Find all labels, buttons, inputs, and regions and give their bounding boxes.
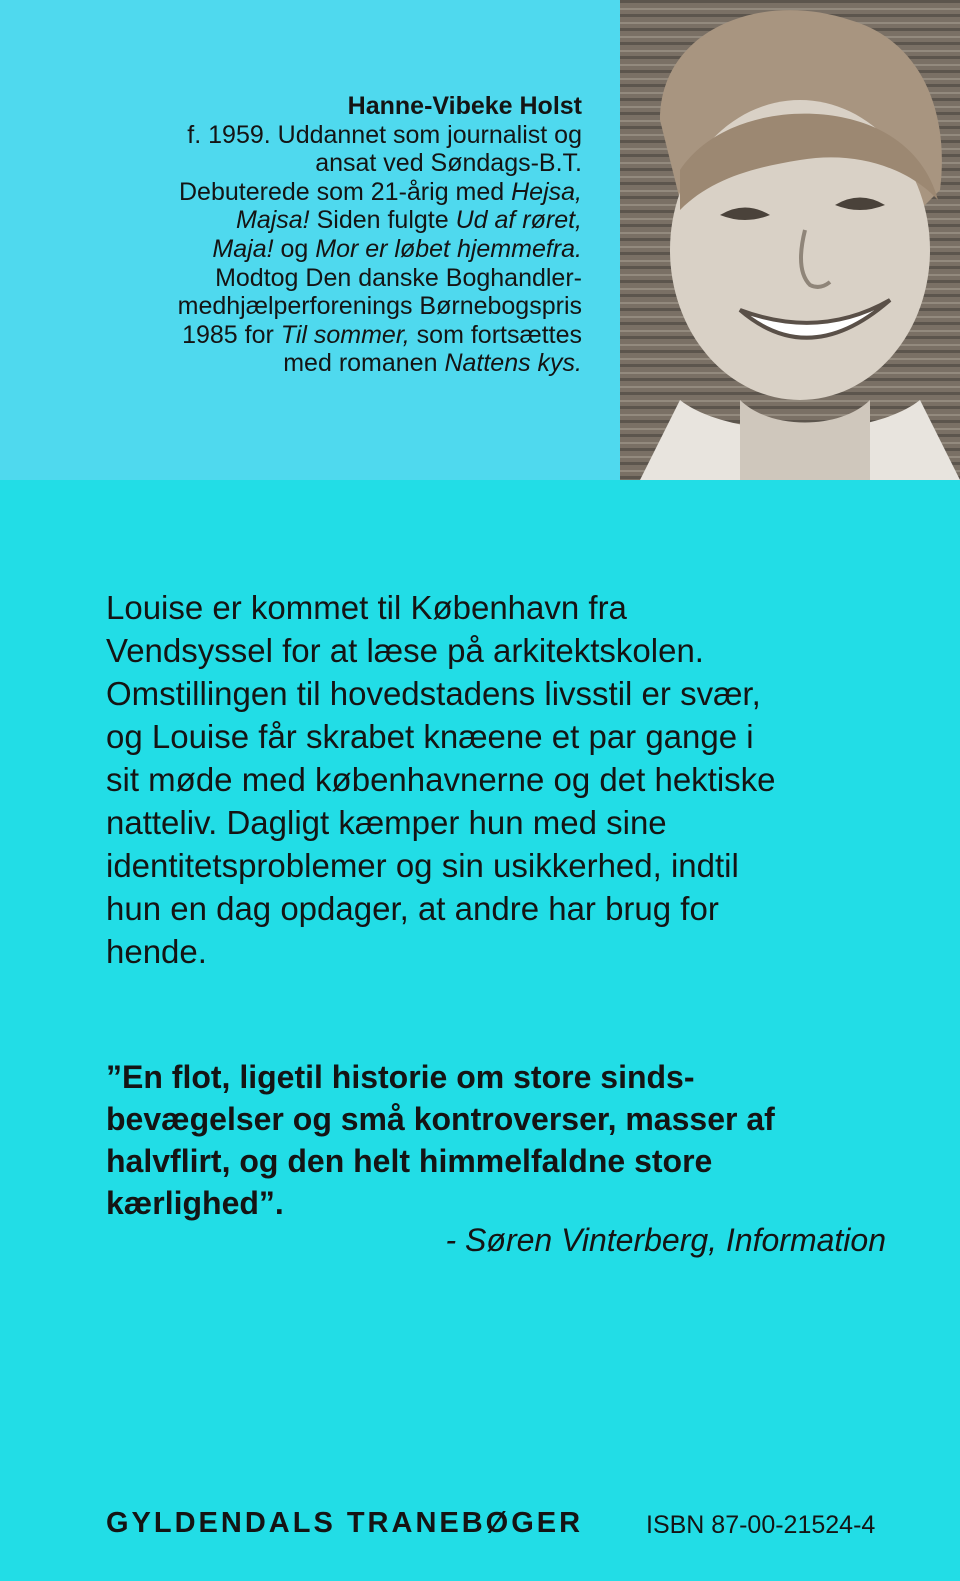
- blurb-line: og Louise får skrabet knæene et par gange i: [106, 718, 754, 755]
- book-blurb: [106, 586, 906, 973]
- bio-line: [100, 264, 582, 293]
- bio-line: [100, 178, 582, 207]
- bio-text: medhjælperforenings Børnebogspris: [177, 292, 582, 321]
- bio-text: Debuterede som 21-årig med: [179, 177, 512, 206]
- quote-line: bevægelser og små kontroverser, masser af: [106, 1101, 775, 1137]
- bio-text: Siden fulgte: [309, 206, 456, 235]
- bio-line: [100, 206, 582, 235]
- author-bio: [100, 92, 582, 378]
- blurb-line: hun en dag opdager, at andre har brug for: [106, 890, 719, 927]
- blurb-line: Omstillingen til hovedstadens livsstil er svær,: [106, 675, 761, 712]
- bio-text: 1985 for: [182, 320, 281, 349]
- author-name: Hanne-Vibeke Holst: [347, 92, 582, 120]
- quote-line: kærlighed”.: [106, 1185, 284, 1221]
- quote-line: ”En flot, ligetil historie om store sinds-: [106, 1059, 695, 1095]
- bio-text: og: [273, 234, 316, 263]
- book-title: Maja!: [212, 234, 274, 263]
- bio-text: ansat ved Søndags-B.T.: [315, 149, 582, 178]
- bio-line: [100, 321, 582, 350]
- bio-text: som fortsættes: [409, 320, 582, 349]
- book-title: Majsa!: [236, 206, 310, 235]
- publisher-name: GYLDENDALS TRANEBØGER: [106, 1507, 584, 1539]
- quote-line: halvflirt, og den helt himmelfaldne store: [106, 1143, 713, 1179]
- blurb-line: hende.: [106, 933, 207, 970]
- bio-line: [100, 292, 582, 321]
- book-title: Nattens kys.: [444, 349, 582, 378]
- book-title: Hejsa,: [511, 177, 582, 206]
- author-photo: [620, 0, 960, 480]
- book-title: Mor er løbet hjemmefra.: [315, 234, 582, 263]
- blurb-line: sit møde med københavnerne og det hektiske: [106, 761, 776, 798]
- bio-text: med romanen: [283, 349, 445, 378]
- book-title: Ud af røret,: [455, 206, 582, 235]
- bio-line: [100, 121, 582, 150]
- bio-line: [100, 149, 582, 178]
- quote-attribution: - Søren Vinterberg, Information: [445, 1222, 886, 1258]
- blurb-line: Louise er kommet til København fra: [106, 589, 627, 626]
- review-quote: [106, 1056, 886, 1224]
- author-bio-text: [100, 121, 582, 378]
- bio-line: [100, 235, 582, 264]
- book-title: Til sommer,: [280, 320, 410, 349]
- author-portrait-icon: [620, 0, 960, 480]
- bio-text: f. 1959. Uddannet som journalist og: [187, 120, 582, 149]
- blurb-line: Vendsyssel for at læse på arkitektskolen.: [106, 632, 704, 669]
- blurb-line: natteliv. Dagligt kæmper hun med sine: [106, 804, 667, 841]
- isbn: ISBN 87-00-21524-4: [646, 1511, 876, 1539]
- bio-text: Modtog Den danske Boghandler-: [215, 263, 582, 292]
- bio-line: [100, 349, 582, 378]
- blurb-line: identitetsproblemer og sin usikkerhed, indtil: [106, 847, 739, 884]
